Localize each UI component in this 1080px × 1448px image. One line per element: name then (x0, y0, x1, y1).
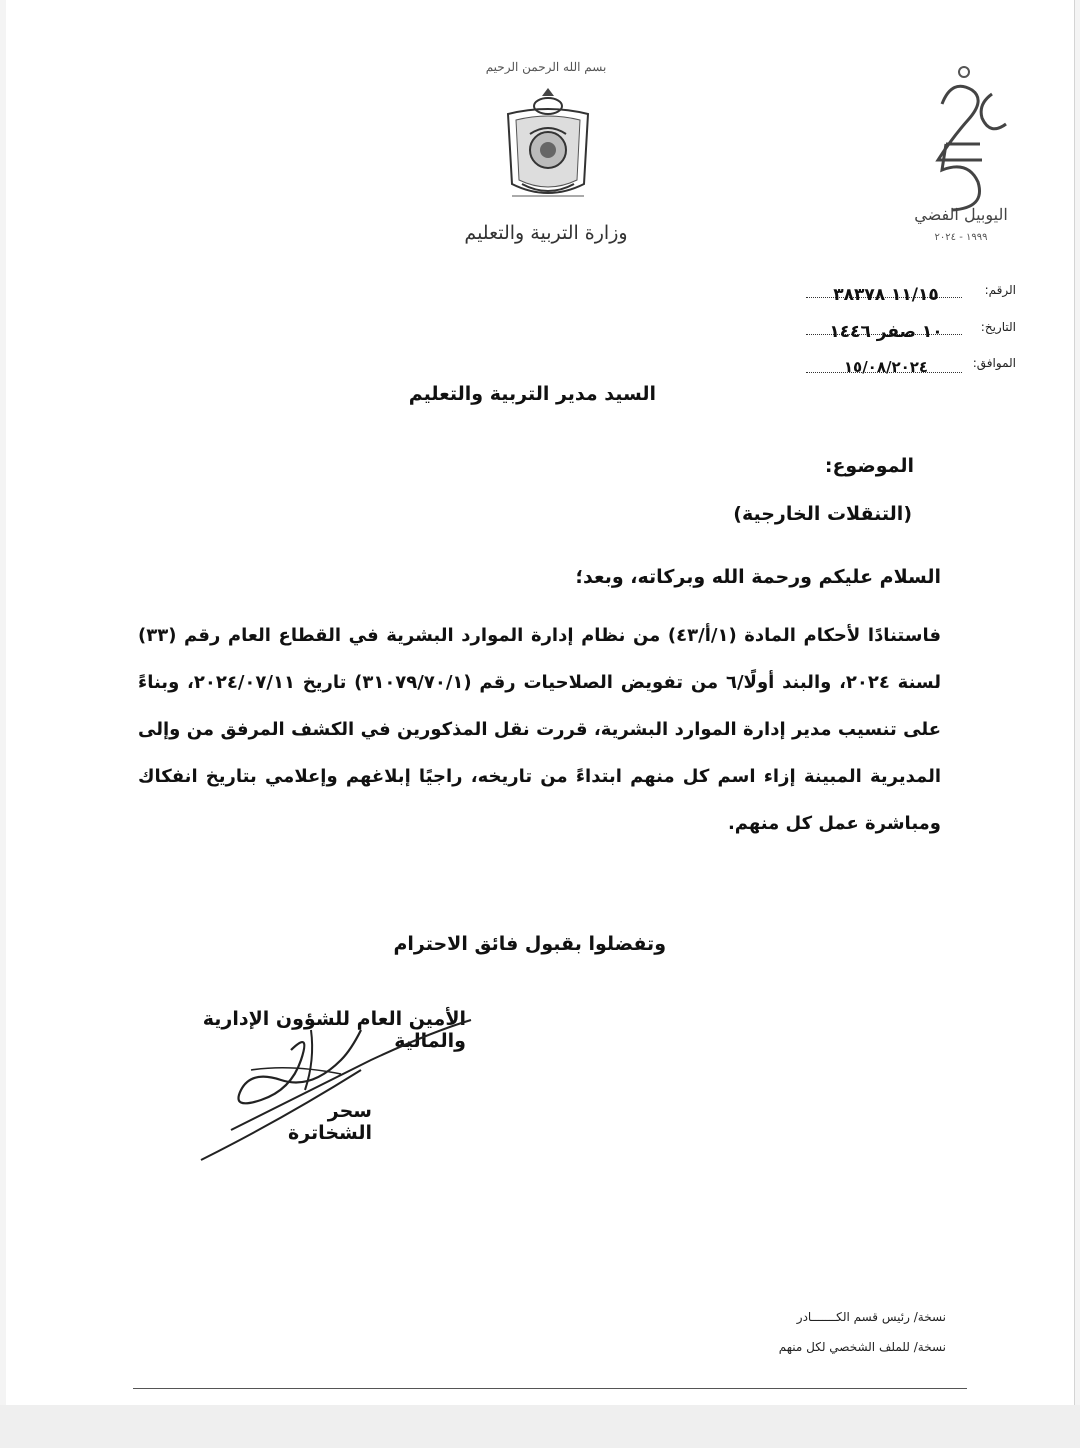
subject-value: (التنقلات الخارجية) (733, 503, 912, 525)
date-value: ١٠ صفر ١٤٤٦ (829, 322, 943, 342)
coat-of-arms-icon (502, 84, 594, 206)
signatory-name: سحر الشخاترة (288, 1100, 372, 1144)
greeting: السلام عليكم ورحمة الله وبركاته، وبعد؛ (575, 566, 941, 588)
addressee: السيد مدير التربية والتعليم (408, 383, 656, 405)
letter-body: فاستنادًا لأحكام المادة (١/أ/٤٣) من نظام إدارة الموارد البشرية في القطاع العام رقم (٣٣) لسنة ٢٠٢٤، والبند أولًا/٦ من تفويض الصلاحيات رقم (٣١٠٧٩/٧٠/١) تاريخ ٢٠٢٤/٠٧/١١، وبناءً على تنسيب مدير إدارة الموارد البشرية، قررت نقل المذكورين في الكشف المرفق من وإلى المديرية المبينة إزاء اسم كل منهم ابتداءً من تاريخه، راجيًا إبلاغهم وإعلامي بتاريخ انفكاك ومباشرة عمل كل منهم. (138, 625, 942, 834)
silver-jubilee-logo (902, 64, 1022, 214)
jubilee-years: ١٩٩٩ - ٢٠٢٤ (934, 232, 988, 243)
corresponding-date-label: الموافق: (972, 356, 1016, 370)
scan-bottom-margin (0, 1405, 1080, 1448)
copy-line-2: نسخة/ للملف الشخصي لكل منهم (778, 1340, 946, 1354)
copy-line-1: نسخة/ رئيس قسم الكـــــــادر (796, 1310, 946, 1324)
ministry-name: وزارة التربية والتعليم (464, 222, 628, 244)
handwritten-signature (191, 1010, 491, 1170)
closing-phrase: وتفضلوا بقبول فائق الاحترام (393, 933, 666, 955)
date-label: التاريخ: (980, 320, 1016, 334)
footer-divider (133, 1388, 967, 1389)
signatory-title: الأمين العام للشؤون الإدارية والمالية (202, 1008, 466, 1052)
basmala: بسم الله الرحمن الرحيم (485, 60, 607, 74)
reference-number-value: ١١/١٥ ٣٨٣٧٨ (833, 285, 939, 305)
corresponding-date-value: ١٥/٠٨/٢٠٢٤ (843, 358, 929, 376)
jubilee-title: اليوبيل الفضي (914, 205, 1008, 224)
subject-label: الموضوع: (824, 455, 914, 477)
letter-paper (6, 0, 1075, 1405)
reference-number-label: الرقم: (984, 283, 1016, 297)
